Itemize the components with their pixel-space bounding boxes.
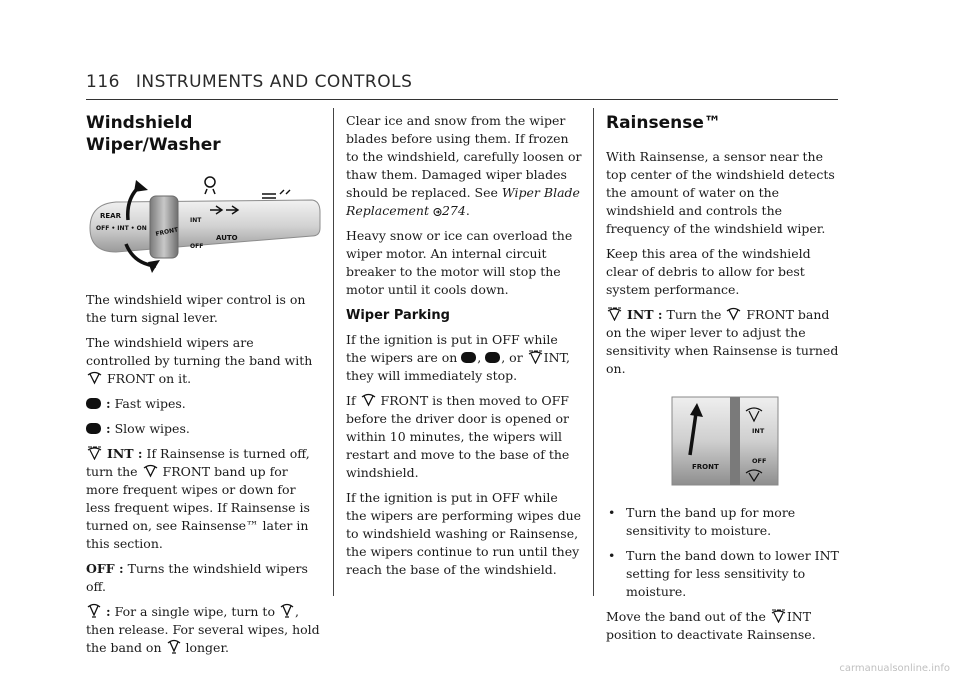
restart-paragraph: If FRONT is then moved to OFF before the driver door is opened or within 10 minutes, the wipers will restart and move to the base of the windshield. <box>346 393 570 480</box>
column-divider <box>333 108 334 596</box>
label-off: OFF <box>190 243 204 250</box>
column-left <box>86 112 322 664</box>
wiper-intermittent-icon <box>527 350 544 364</box>
wiper-intermittent-icon <box>770 609 787 623</box>
column-divider <box>593 108 594 596</box>
int-setting: INT : If Rainsense is turned off, turn the FRONT band up for more frequent wipes or down for less frequent wipes. If Rainsense is turned on, see Rainsense™ later in this section. <box>86 446 310 551</box>
label-rear: REAR <box>100 212 121 220</box>
reference-page[interactable]: 274 <box>441 203 466 218</box>
deactivate-paragraph: Move the band out of the INT position to deactivate Rainsense. <box>606 609 816 642</box>
rainsense-band-illustration <box>606 393 842 489</box>
rainsense-clear: Keep this area of the windshield clear of debris to allow for best system performance. <box>606 246 811 297</box>
fast-wipe-icon <box>86 398 101 409</box>
label-auto: AUTO <box>216 234 238 242</box>
page-title: Windshield Wiper/Washer <box>86 113 221 155</box>
slow-setting: : Slow wipes. <box>86 420 322 438</box>
label-off-int-on: OFF • INT • ON <box>96 225 147 232</box>
label-int: INT <box>752 427 765 435</box>
wiper-intermittent-icon <box>606 307 623 321</box>
page-header <box>86 72 838 100</box>
rainsense-heading: Rainsense™ <box>606 113 721 133</box>
front-wiper-icon <box>142 464 159 478</box>
rainsense-int: INT : Turn the FRONT band on the wiper lever to adjust the sensitivity when Rainsense is turned on. <box>606 307 839 376</box>
front-wiper-icon <box>725 307 742 321</box>
rainsense-intro: With Rainsense, a sensor near the top center of the windshield detects the amount of water on the windshield and controls the frequency of the windshield wiper. <box>606 149 835 236</box>
overload-paragraph: Heavy snow or ice can overload the wiper motor. An internal circuit breaker to the motor will stop the motor until it cools down. <box>346 228 573 297</box>
mist-setting: : For a single wipe, turn to , then release. For several wipes, hold the band on longer. <box>86 604 320 655</box>
ice-paragraph: Clear ice and snow from the wiper blades before using them. If frozen to the windshield, carefully loosen or thaw them. Damaged wiper blades should be replaced. See Wiper Blade Replacement 274. <box>346 113 582 218</box>
off-setting: OFF : Turns the windshield wipers off. <box>86 561 308 594</box>
wiper-intermittent-icon <box>86 446 103 460</box>
wiper-lever-illustration <box>86 170 322 278</box>
parking-paragraph: If the ignition is put in OFF while the wipers are on , , or INT, they will immediately stop. <box>346 332 571 383</box>
band-paragraph: The windshield wipers are controlled by turning the band with FRONT on it. <box>86 335 313 386</box>
label-front: FRONT <box>692 463 719 471</box>
wiper-mist-icon <box>166 639 182 654</box>
column-middle <box>346 112 582 586</box>
front-wiper-icon <box>86 371 103 385</box>
list-item: • Turn the band down to lower INT setting for less sensitivity to moisture. <box>608 548 839 599</box>
section-title: INSTRUMENTS AND CONTROLS <box>135 72 413 92</box>
cross-reference-link[interactable]: Wiper Blade Replacement <box>346 185 580 218</box>
slow-wipe-icon <box>485 352 500 363</box>
wiper-mist-icon <box>279 603 295 618</box>
column-right <box>606 112 842 651</box>
fast-wipe-icon <box>461 352 476 363</box>
label-int: INT <box>190 217 202 224</box>
slow-wipe-icon <box>86 423 101 434</box>
wiper-mist-icon <box>86 603 102 618</box>
front-wiper-icon <box>360 393 377 407</box>
fast-setting: : Fast wipes. <box>86 395 322 413</box>
label-off: OFF <box>752 457 767 465</box>
list-item: • Turn the band up for more sensitivity to moisture. <box>608 505 796 538</box>
watermark: carmanualsonline.info <box>839 663 950 674</box>
intro-paragraph: The windshield wiper control is on the turn signal lever. <box>86 292 306 325</box>
label-front: FRONT <box>154 226 179 238</box>
page-number: 116 <box>86 72 120 92</box>
ignition-paragraph: If the ignition is put in OFF while the wipers are performing wipes due to windshield washing or Rainsense, the wipers continue to run until they reach the base of the windshield. <box>346 490 582 577</box>
page-reference-icon <box>433 207 442 217</box>
wiper-parking-heading: Wiper Parking <box>346 308 450 323</box>
